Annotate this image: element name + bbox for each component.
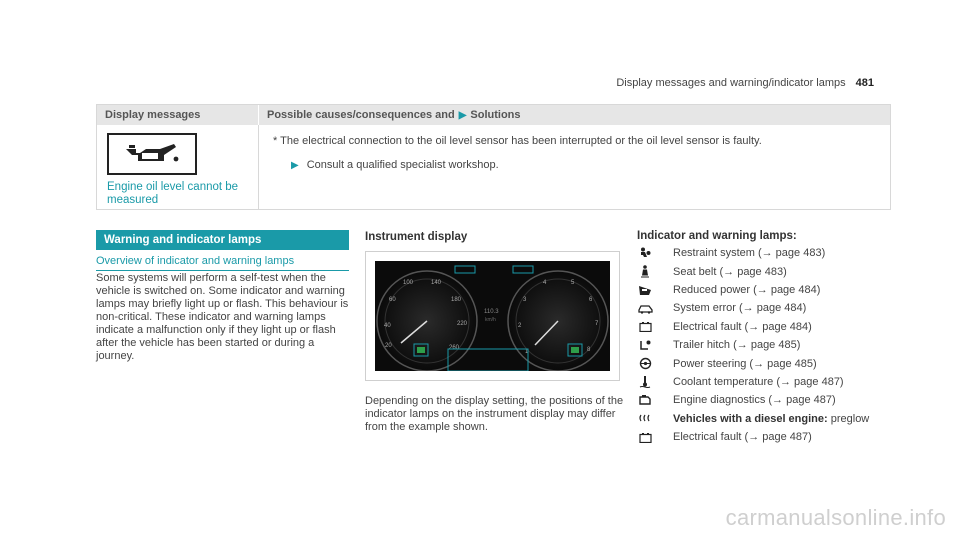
speed-tick: 180: [451, 297, 462, 303]
instrument-cluster-graphic: [375, 261, 610, 371]
rpm-tick: 3: [523, 297, 527, 303]
cause-text: * The electrical connection to the oil level sensor has been interrupted or the oil level sensor is faulty.: [273, 135, 762, 147]
list-item: Power steering (→ page 485): [637, 354, 897, 372]
list-item: System error (→ page 484): [637, 299, 897, 317]
cause-cell: [259, 125, 890, 210]
seat-belt-icon: [637, 265, 653, 279]
speed-tick: 220: [457, 321, 468, 327]
rpm-tick: 2: [518, 323, 522, 329]
list-item: Trailer hitch (→ page 485): [637, 336, 897, 354]
col-header-messages: Display messages: [97, 105, 259, 125]
reduced-power-icon: [637, 283, 653, 297]
speed-tick: 40: [384, 323, 391, 329]
list-item: Engine diagnostics (→ page 487): [637, 391, 897, 409]
indicators-list: [637, 244, 897, 446]
action-arrow-icon: ▶: [291, 159, 299, 171]
display-messages-table: [96, 104, 891, 210]
trailer-hitch-icon: [637, 338, 653, 352]
rpm-tick: 7: [595, 321, 599, 327]
speed-tick: 140: [431, 280, 442, 286]
list-item: Restraint system (→ page 483): [637, 244, 897, 262]
table-header: [97, 105, 890, 125]
center-value: 110.3: [484, 309, 499, 315]
col-header-causes: Possible causes/consequences and ▶ Solutions: [267, 109, 521, 121]
list-item: Seat belt (→ page 483): [637, 262, 897, 280]
list-item: Reduced power (→ page 484): [637, 281, 897, 299]
section-title-bar: Warning and indicator lamps: [96, 230, 349, 250]
preglow-icon: [637, 412, 653, 426]
speed-tick: 100: [403, 280, 414, 286]
list-item: Electrical fault (→ page 487): [637, 428, 897, 446]
action-text: Consult a qualified specialist workshop.: [306, 159, 499, 171]
indicators-title: Indicator and warning lamps:: [637, 230, 797, 242]
instrument-caption: Depending on the display setting, the positions of the indicator lamps on the instrument display may differ from the example shown.: [365, 395, 624, 433]
instrument-title: Instrument display: [365, 231, 468, 243]
oil-can-icon: [107, 133, 197, 175]
rpm-tick: 1: [525, 349, 529, 355]
list-item: Coolant temperature (→ page 487): [637, 373, 897, 391]
battery-icon: [637, 430, 653, 444]
list-item: Electrical fault (→ page 484): [637, 318, 897, 336]
speed-tick: 60: [389, 297, 396, 303]
page-header: [616, 77, 874, 89]
instrument-display-figure: [365, 251, 620, 381]
system-error-icon: [637, 301, 653, 315]
battery-icon: [637, 320, 653, 334]
engine-diagnostics-icon: [637, 393, 653, 407]
rpm-tick: 8: [587, 347, 591, 353]
page-number: 481: [855, 77, 874, 89]
rpm-tick: 4: [543, 280, 547, 286]
speed-tick: 20: [385, 343, 392, 349]
power-steering-icon: [637, 357, 653, 371]
restraint-system-icon: [637, 246, 653, 260]
solutions-arrow-icon: ▶: [458, 109, 467, 121]
message-cell: [97, 125, 259, 210]
center-sub: km/h: [485, 317, 496, 323]
header-title: Display messages and warning/indicator lamps: [616, 77, 846, 89]
instrument-cluster-image: [375, 261, 610, 371]
message-text: Engine oil level cannot be measured: [107, 181, 239, 206]
section-body: Some systems will perform a self-test when the vehicle is switched on. Some indicator and warning lamps may briefly light up or flash. This behaviour is non-critical. These indicator and warning lamps indicate a malfunction only if they light up or flash after the vehicle has been started or during a journey.: [96, 272, 349, 362]
rpm-tick: 5: [571, 280, 575, 286]
list-item: Vehicles with a diesel engine: preglow: [637, 410, 897, 428]
speed-tick: 260: [449, 345, 460, 351]
watermark: carmanualsonline.info: [725, 505, 946, 530]
table-row: [97, 125, 890, 210]
rpm-tick: 6: [589, 297, 593, 303]
section-subtitle: Overview of indicator and warning lamps: [96, 255, 349, 271]
coolant-temperature-icon: [637, 375, 653, 389]
